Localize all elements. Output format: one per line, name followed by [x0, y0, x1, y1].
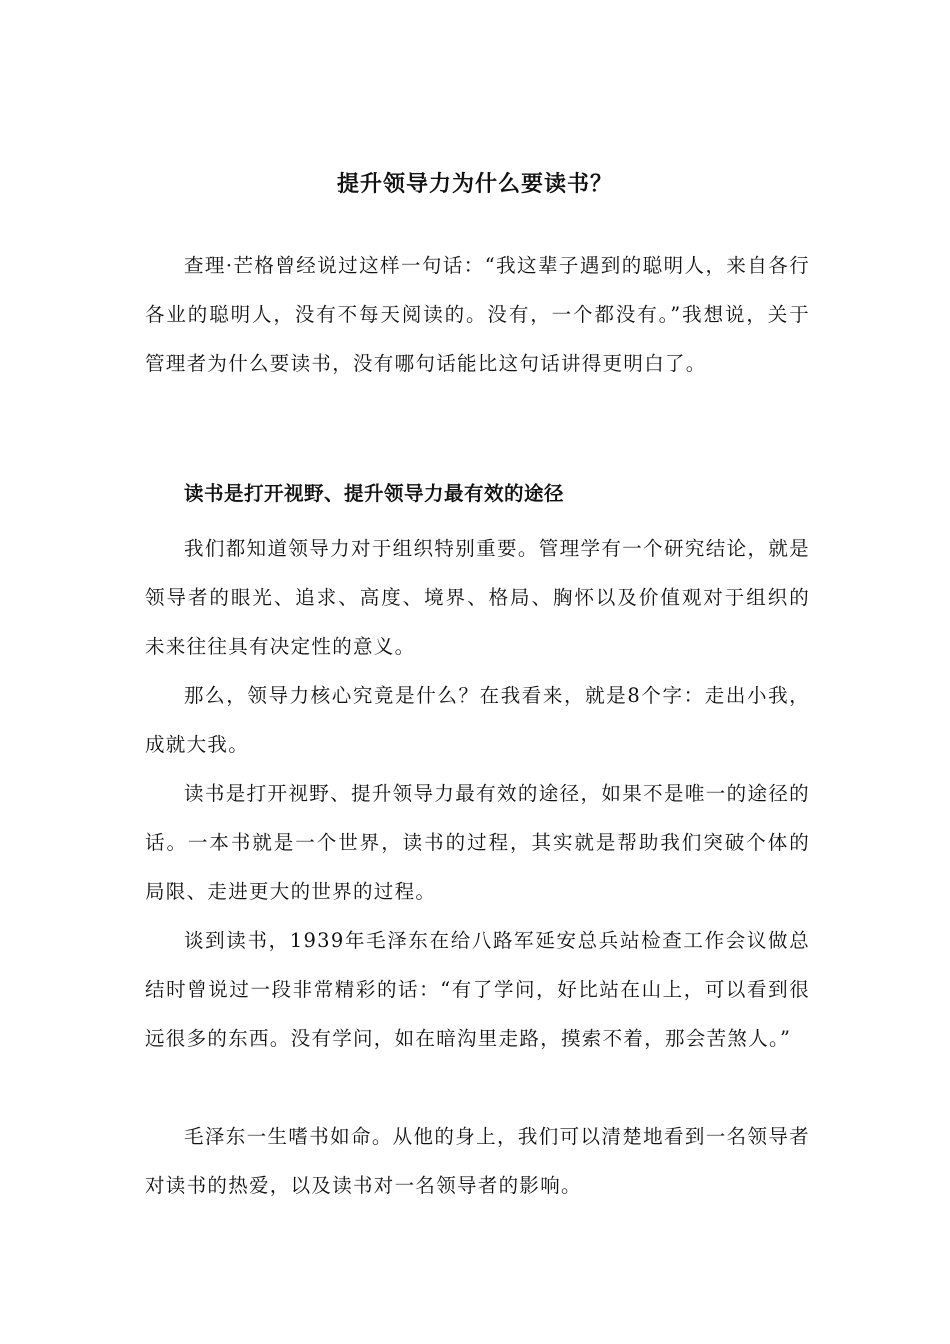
document-title: 提升领导力为什么要读书？: [336, 171, 613, 197]
body-paragraph-4: 谈到读书，1939年毛泽东在给八路军延安总兵站检查工作会议做总结时曾说过一段非常精彩的话：“有了学问，好比站在山上，可以看到很远很多的东西。没有学问，如在暗沟里走路，摸索不着，那会苦煞人。”: [145, 929, 810, 1050]
body-paragraph-1: 我们都知道领导力对于组织特别重要。管理学有一个研究结论，就是领导者的眼光、追求、高度、境界、格局、胸怀以及价值观对于组织的未来往往具有决定性的意义。: [145, 537, 810, 658]
body-paragraph-2: 那么，领导力核心究竟是什么？在我看来，就是8个字：走出小我，成就大我。: [145, 684, 810, 756]
intro-paragraph: 查理·芒格曾经说过这样一句话：“我这辈子遇到的聪明人，来自各行各业的聪明人，没有不每天阅读的。没有，一个都没有。”我想说，关于管理者为什么要读书，没有哪句话能比这句话讲得更明白了。: [145, 254, 810, 375]
body-paragraph-3: 读书是打开视野、提升领导力最有效的途径，如果不是唯一的途径的话。一本书就是一个世界，读书的过程，其实就是帮助我们突破个体的局限、走进更大的世界的过程。: [145, 782, 810, 903]
body-paragraph-5: 毛泽东一生嗜书如命。从他的身上，我们可以清楚地看到一名领导者对读书的热爱，以及读书对一名领导者的影响。: [145, 1125, 810, 1197]
section-heading: 读书是打开视野、提升领导力最有效的途径: [184, 482, 565, 505]
